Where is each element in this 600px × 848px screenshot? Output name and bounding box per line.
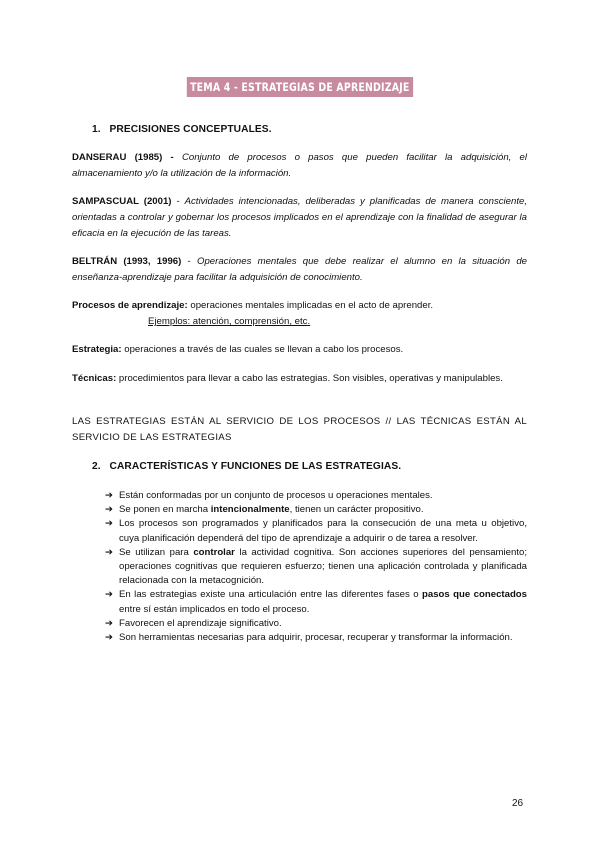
characteristics-list [105,489,527,645]
list-item: ➔ Están conformadas por un conjunto de procesos u operaciones mentales. [105,489,527,503]
tecnicas-label: Técnicas: [72,373,117,384]
definition-author: BELTRÁN (1993, 1996) [72,256,182,267]
section-number: 1. [92,124,101,135]
list-item: ➔ En las estrategias existe una articulación entre las diferentes fases o pasos que conectados entre sí están implicados en todo el proceso. [105,589,527,615]
definition-danserau [72,150,527,182]
list-item: ➔ Favorecen el aprendizaje significativo. [105,617,527,631]
estrategia-definition [72,342,527,358]
definition-text: Actividades intencionadas, deliberadas y planificadas de manera consciente, orientadas a controlar y gobernar los procesos implicados en el aprendizaje con la finalidad de asegurar la eficacia en la ejecución de las tareas. [72,196,528,239]
arrow-icon: ➔ [105,518,114,530]
definition-author: SAMPASCUAL (2001) [72,196,172,207]
definition-text: Operaciones mentales que debe realizar el alumno en la situación de enseñanza-aprendizaje para facilitar la adquisición de conocimiento. [72,256,527,283]
page-number: 26 [512,798,524,809]
procesos-example [148,314,448,330]
arrow-icon: ➔ [105,589,114,601]
list-item: ➔ Se ponen en marcha intencionalmente, tienen un carácter propositivo. [105,503,527,517]
procesos-label: Procesos de aprendizaje: [72,300,188,311]
arrow-icon: ➔ [105,546,114,558]
arrow-icon: ➔ [105,617,114,629]
title-banner [0,77,600,97]
section-title: PRECISIONES CONCEPTUALES. [109,124,272,135]
tecnicas-definition [72,371,527,387]
arrow-icon: ➔ [105,504,114,516]
section-number: 2. [92,461,101,472]
relation-text: LAS ESTRATEGIAS ESTÁN AL SERVICIO DE LOS PROCESOS // LAS TÉCNICAS ESTÁN AL SERVICIO DE LAS ESTRATEGIAS [72,416,527,443]
definition-text: Conjunto de procesos o pasos que pueden facilitar la adquisición, el almacenamiento y/o la utilización de la información. [72,152,527,179]
list-item: ➔ Se utilizan para controlar la actividad cognitiva. Son acciones superiores del pensamiento; operaciones cognitivas que requieren esfuerzo; tienen una aplicación controlada y planificada relacionada con la metacognición. [105,546,527,587]
definition-separator: - [181,256,197,267]
definition-separator: - [162,152,182,163]
definition-sampascual [72,194,527,242]
section-1-heading [92,124,272,135]
section-title: CARACTERÍSTICAS Y FUNCIONES DE LAS ESTRATEGIAS. [109,461,402,472]
definition-beltran [72,254,527,286]
list-item: ➔ Son herramientas necesarias para adquirir, procesar, recuperar y transformar la información. [105,631,527,645]
relation-statement [72,414,527,446]
estrategia-label: Estrategia: [72,344,122,355]
arrow-icon: ➔ [105,490,114,501]
procesos-text: operaciones mentales implicadas en el acto de aprender. [187,300,434,311]
procesos-definition [72,298,527,314]
procesos-example-text: Ejemplos: atención, comprensión, etc. [148,316,311,327]
list-item: ➔ Los procesos son programados y planificados para la consecución de una meta u objetivo, cuya planificación dependerá del tipo de aprendizaje a adquirir o de tarea a resolver. [105,518,527,544]
estrategia-text: operaciones a través de las cuales se llevan a cabo los procesos. [121,344,404,355]
definition-separator: - [171,196,185,207]
tecnicas-text: procedimientos para llevar a cabo las estrategias. Son visibles, operativas y manipulables. [116,373,503,384]
section-2-heading [92,461,401,472]
definition-author: DANSERAU (1985) [72,152,163,163]
page-title: TEMA 4 - ESTRATEGIAS DE APRENDIZAJE [187,77,413,97]
arrow-icon: ➔ [105,632,114,644]
